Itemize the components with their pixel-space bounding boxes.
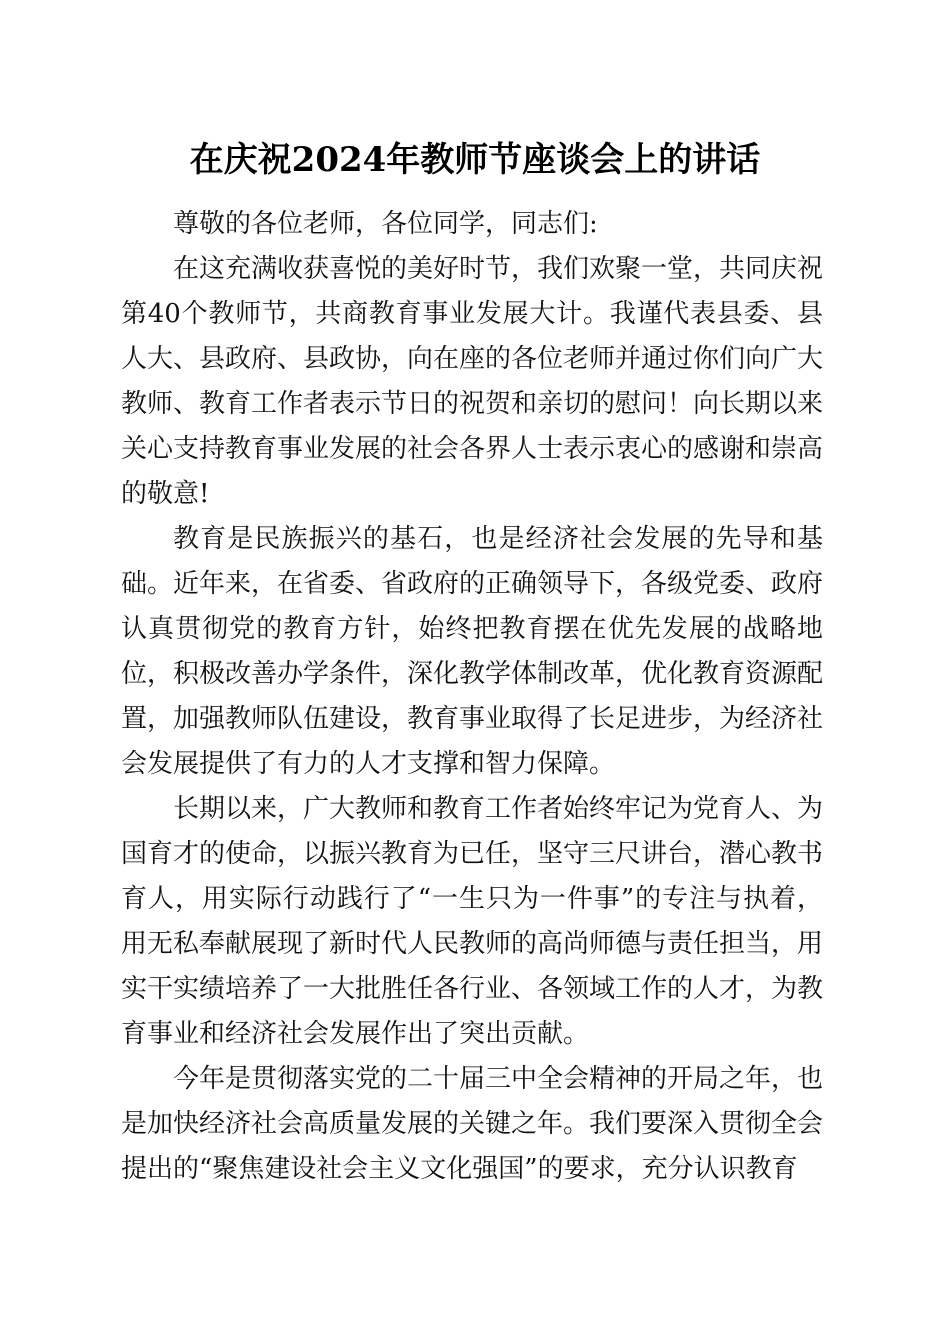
body-paragraph: 长期以来，广大教师和教育工作者始终牢记为党育人、为国育才的使命，以振兴教育为已任，坚守三尺讲台，潜心教书育人，用实际行动践行了“一生只为一件事”的专注与执着，用无私奉献展现了新时代人民教师的高尚师德与责任担当，用实干实绩培养了一大批胜任各行业、各领域工作的人才，为教育事业和经济社会发展作出了突出贡献。 <box>121 794 824 1049</box>
body-paragraph: 今年是贯彻落实党的二十届三中全会精神的开局之年，也是加快经济社会高质量发展的关键之年。我们要深入贯彻全会提出的“聚焦建设社会主义文化强国”的要求，充分认识教育 <box>121 1064 824 1184</box>
salutation-paragraph: 尊敬的各位老师，各位同学，同志们: <box>173 209 598 239</box>
page-title: 在庆祝2024年教师节座谈会上的讲话 <box>189 140 761 180</box>
body-paragraph: 教育是民族振兴的基石，也是经济社会发展的先导和基础。近年来，在省委、省政府的正确领导下，各级党委、政府认真贯彻党的教育方针，始终把教育摆在优先发展的战略地位，积极改善办学条件，深化教学体制改革，优化教育资源配置，加强教师队伍建设，教育事业取得了长足进步，为经济社会发展提供了有力的人才支撑和智力保障。 <box>121 524 824 779</box>
document-body <box>121 202 823 1192</box>
body-paragraph: 在这充满收获喜悦的美好时节，我们欢聚一堂，共同庆祝第40个教师节，共商教育事业发展大计。我谨代表县委、县人大、县政府、县政协，向在座的各位老师并通过你们向广大教师、教育工作者表示节日的祝贺和亲切的慰问！向长期以来关心支持教育事业发展的社会各界人士表示衷心的感谢和崇高的敬意! <box>121 254 824 509</box>
